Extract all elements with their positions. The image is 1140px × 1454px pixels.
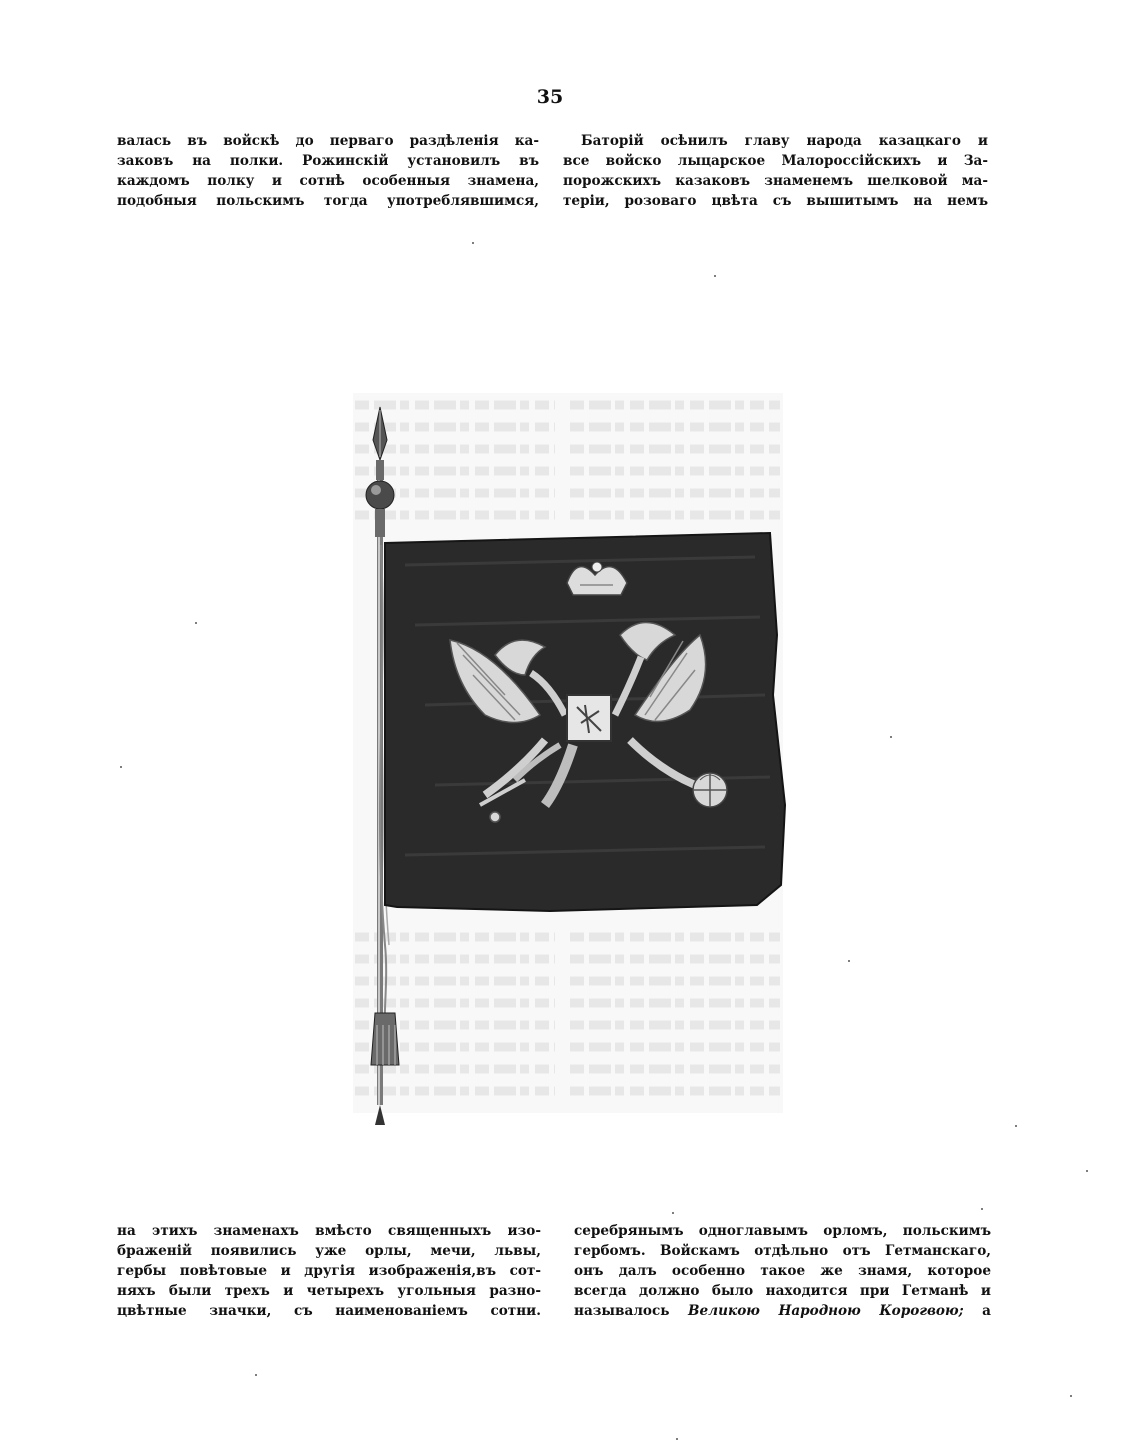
text-line: валась въ войскѣ до перваго раздѣленія ка- [117, 133, 539, 149]
scan-speck [1070, 1395, 1072, 1397]
text-run: называлось [574, 1303, 689, 1319]
text-line: цвѣтные значки, съ наименованіемъ сотни. [117, 1303, 541, 1319]
text-line: онъ далъ особенно такое же знамя, которое [574, 1263, 991, 1279]
scan-speck [255, 1374, 257, 1376]
text-column-top-right [563, 131, 988, 211]
scan-speck [714, 275, 716, 277]
text-line: на этихъ знаменахъ вмѣсто священныхъ изо- [117, 1223, 541, 1239]
scan-speck [120, 766, 122, 768]
scan-speck [981, 1208, 983, 1210]
text-column-bottom-left [117, 1221, 541, 1321]
scan-speck [472, 242, 474, 244]
text-line-last [574, 1301, 991, 1321]
text-line: заковъ на полки. Рожинскій установилъ въ [117, 153, 539, 169]
scan-speck [890, 736, 892, 738]
page-number: 35 [536, 86, 564, 108]
text-run: а [963, 1303, 991, 1319]
banner-flag-illustration-icon [345, 385, 790, 1130]
text-line: порожскихъ казаковъ знаменемъ шелковой ма- [563, 173, 988, 189]
text-line: подобныя польскимъ тогда употреблявшимся, [117, 193, 539, 209]
text-line: браженій появились уже орлы, мечи, львы, [117, 1243, 541, 1259]
text-column-bottom-right [574, 1221, 991, 1321]
scan-speck [1015, 1125, 1017, 1127]
text-line: Баторій осѣнилъ главу народа казацкаго и [581, 133, 988, 149]
text-line: гербы повѣтовые и другія изображенія,въ сот- [117, 1263, 541, 1279]
scan-speck [195, 622, 197, 624]
text-line: теріи, розоваго цвѣта съ вышитымъ на немъ [563, 193, 988, 209]
text-line: каждомъ полку и сотнѣ особенныя знамена, [117, 173, 539, 189]
text-line: серебрянымъ одноглавымъ орломъ, польскимъ [574, 1223, 991, 1239]
text-line: гербомъ. Войскамъ отдѣльно отъ Гетманскаго, [574, 1243, 991, 1259]
text-column-top-left [117, 131, 539, 211]
text-line: няхъ были трехъ и четырехъ угольныя разно- [117, 1283, 541, 1299]
scan-speck [676, 1438, 678, 1440]
scan-speck [1086, 1170, 1088, 1172]
flag-illustration [345, 385, 790, 1130]
emphasis-text: Великою Народною Корогвою; [688, 1303, 964, 1319]
text-line: все войско лыцарское Малороссійскихъ и За- [563, 153, 988, 169]
text-line: всегда должно было находится при Гетманѣ и [574, 1283, 991, 1299]
scan-speck [848, 960, 850, 962]
scan-speck [672, 1212, 674, 1214]
orb-icon [693, 773, 727, 807]
